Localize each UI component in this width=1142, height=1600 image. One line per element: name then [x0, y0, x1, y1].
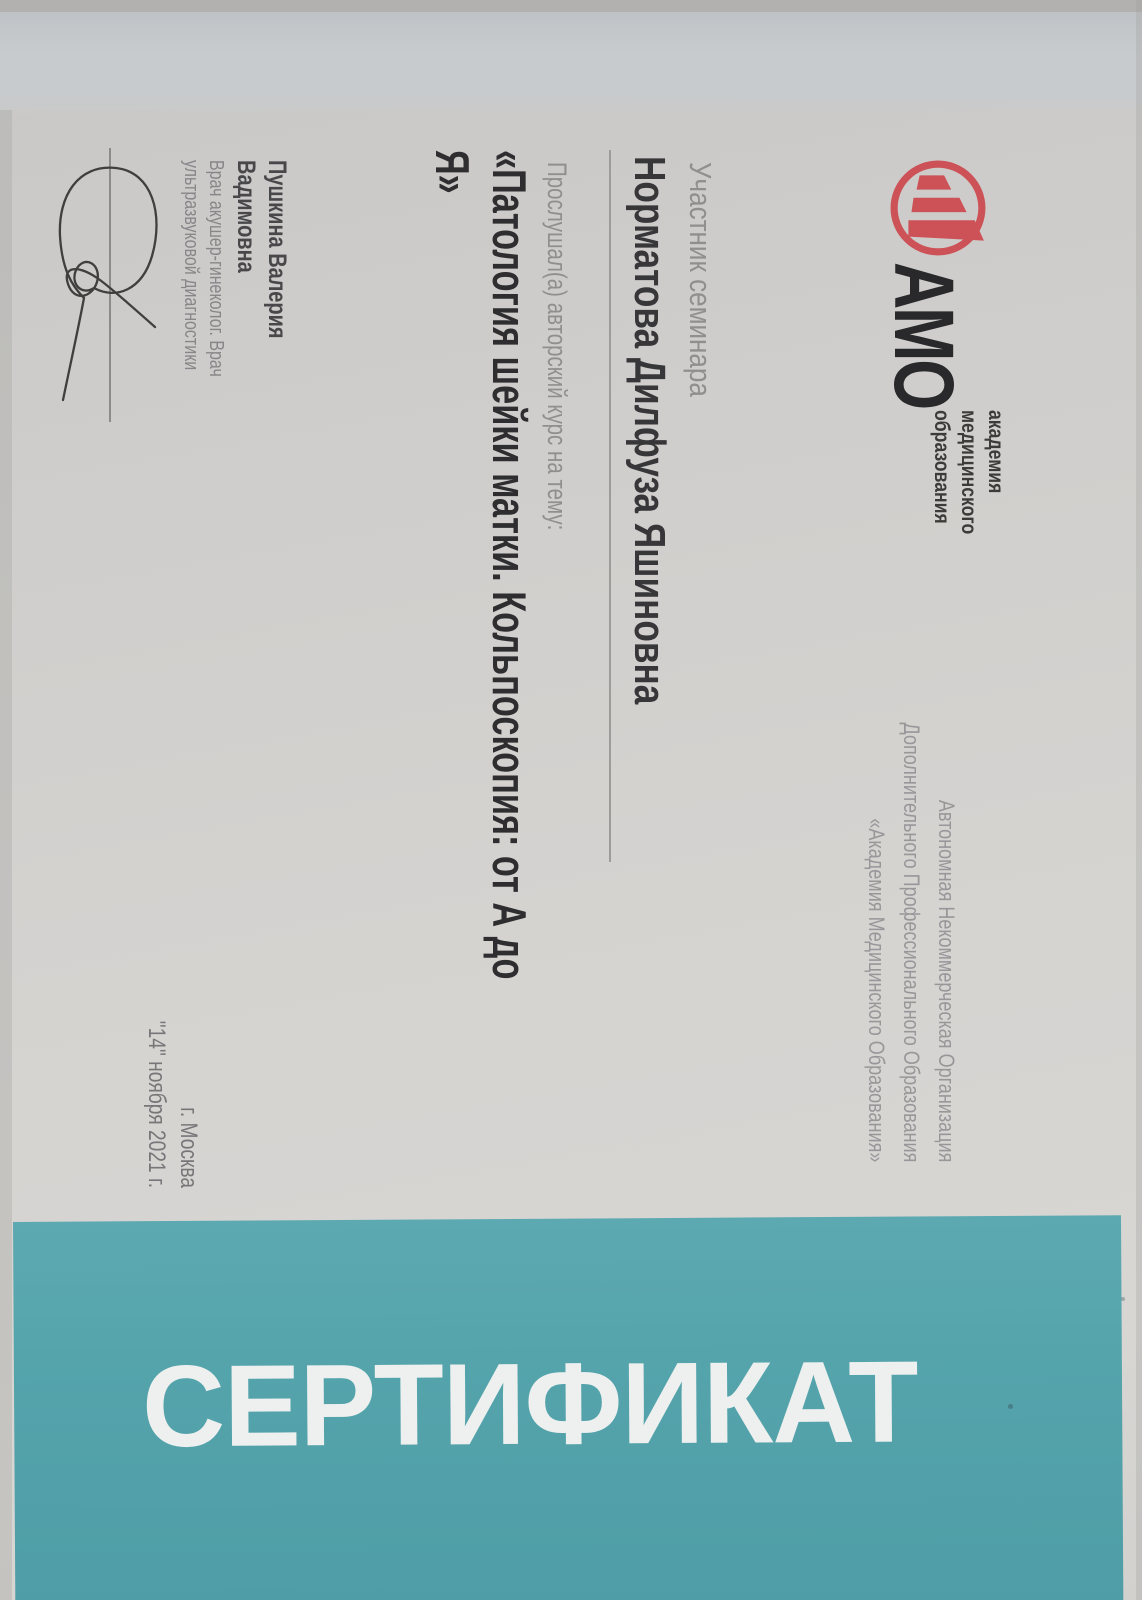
date-text: "14" ноября 2021 г. [143, 1020, 170, 1188]
logo-subtitle-line: образования [930, 410, 953, 524]
logo-subtitle-line: академия [984, 410, 1007, 494]
course-title-line: «Патология шейки матки. Кольпоскопия: от А до [483, 150, 536, 980]
course-title-line: Я» [426, 150, 479, 194]
organization-line: Дополнительного Профессионального Образования [899, 722, 924, 1162]
dust-speck [1121, 1297, 1125, 1301]
handwritten-signature-icon [18, 132, 213, 437]
signer-name [230, 160, 292, 383]
logo-subtitle-line: медицинского [957, 410, 980, 535]
participant-name: Норматова Дилфуза Яшиновна [625, 156, 674, 705]
place-text: г. Москва [175, 1107, 202, 1188]
participant-label: Участник семинара [683, 162, 718, 397]
banner-title: СЕРТИФИКАТ [141, 1336, 918, 1472]
organization-block [859, 0, 971, 1162]
organization-line: «Академия Медицинского Образования» [864, 817, 889, 1162]
signer-name-line: Вадимовна [232, 160, 260, 273]
logo-acronym-text: АМО [877, 262, 971, 408]
signer-role-line: Врач акушер-гинеколог. Врач [205, 160, 227, 377]
name-underline [609, 150, 611, 862]
certificate-banner [13, 1215, 1123, 1600]
course-title [424, 150, 538, 1286]
signer-name-line: Пушкина Валерия [263, 160, 291, 339]
course-intro: Прослушал(а) авторский курс на тему: [542, 162, 572, 531]
organization-line: Автономная Некоммерческая Организация [934, 799, 959, 1162]
signer-role-line: ультразвуковой диагностики [180, 160, 202, 371]
dust-speck [1008, 1404, 1013, 1409]
